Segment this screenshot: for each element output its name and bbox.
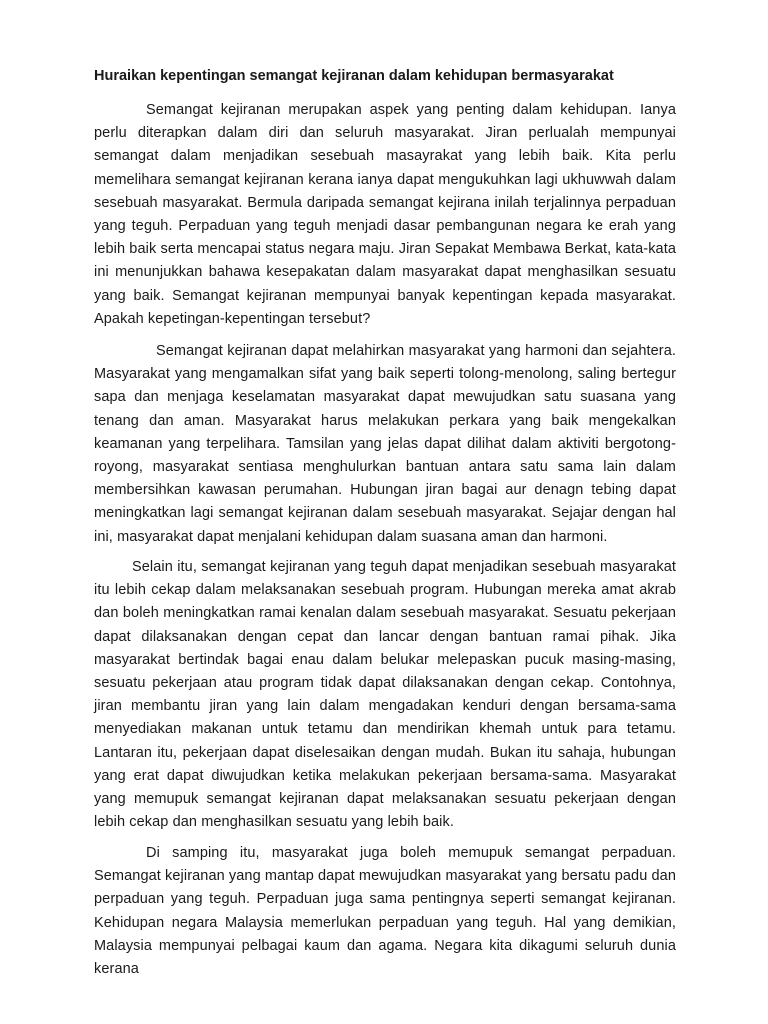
page-title: Huraikan kepentingan semangat kejiranan dalam kehidupan bermasyarakat: [94, 68, 614, 84]
paragraph-harmony: Semangat kejiranan dapat melahirkan masyarakat yang harmoni dan sejahtera. Masyarakat yang mengamalkan sifat yang baik seperti tolong-menolong, saling bertegur sapa dan menjaga keselamatan masyarakat dapat mewujudkan satu suasana yang tenang dan aman. Masyarakat harus melakukan perkara yang baik mengekalkan keamanan yang terpelihara. Tamsilan yang jelas dapat dilihat dalam aktiviti bergotong-royong, masyarakat sentiasa menghulurkan bantuan antara satu sama lain dalam membersihkan kawasan perumahan. Hubungan jiran bagai aur denagn tebing dapat meningkatkan lagi semangat kejiranan dalam sesebuah masyarakat. Sejajar dengan hal ini, masyarakat dapat menjalani kehidupan dalam suasana aman dan harmoni.: [94, 343, 676, 545]
paragraph-unity: Di samping itu, masyarakat juga boleh memupuk semangat perpaduan. Semangat kejiranan yang mantap dapat mewujudkan masyarakat yang bersatu padu dan perpaduan yang teguh. Perpaduan juga sama pentingnya seperti semangat kejiranan. Kehidupan negara Malaysia memerlukan perpaduan yang teguh. Hal yang demikian, Malaysia mempunyai pelbagai kaum dan agama. Negara kita dikagumi seluruh dunia kerana: [94, 845, 676, 978]
paragraph-introduction: Semangat kejiranan merupakan aspek yang penting dalam kehidupan. Ianya perlu diterapkan dalam diri dan seluruh masyarakat. Jiran perlualah mempunyai semangat dalam menjadikan sesebuah masayrakat yang lebih baik. Kita perlu memelihara semangat kejiranan kerana ianya dapat mengukuhkan lagi ukhuwwah dalam sesebuah masyarakat. Bermula daripada semangat kejirana inilah terjalinnya perpaduan yang teguh. Perpaduan yang teguh menjadi dasar pembangunan negara ke erah yang lebih baik serta mencapai status negara maju. Jiran Sepakat Membawa Berkat, kata-kata ini menunjukkan bahawa kesepakatan dalam masyarakat dapat menghasilkan sesuatu yang baik. Semangat kejiranan mempunyai banyak kepentingan kepada masyarakat. Apakah kepetingan-kepentingan tersebut?: [94, 102, 676, 327]
paragraph-efficiency: Selain itu, semangat kejiranan yang teguh dapat menjadikan sesebuah masyarakat itu lebih cekap dalam melaksanakan sesebuah program. Hubungan mereka amat akrab dan boleh meningkatkan ramai kenalan dalam sesebuah masyarakat. Sesuatu pekerjaan dapat dilaksanakan dengan cepat dan lancar dengan bantuan ramai pihak. Jika masyarakat bertindak bagai enau dalam belukar melepaskan pucuk masing-masing, sesuatu pekerjaan atau program tidak dapat dilaksanakan dengan cekap. Contohnya, jiran membantu jiran yang lain dalam mengadakan kenduri dengan bersama-sama menyediakan makanan untuk tetamu dan mendirikan khemah untuk para tetamu. Lantaran itu, pekerjaan dapat diselesaikan dengan mudah. Bukan itu sahaja, hubungan yang erat dapat diwujudkan ketika melakukan pekerjaan bersama-sama. Masyarakat yang memupuk semangat kejiranan dapat melaksanakan sesuatu pekerjaan dengan lebih cekap dan menghasilkan sesuatu yang lebih baik.: [94, 559, 676, 831]
